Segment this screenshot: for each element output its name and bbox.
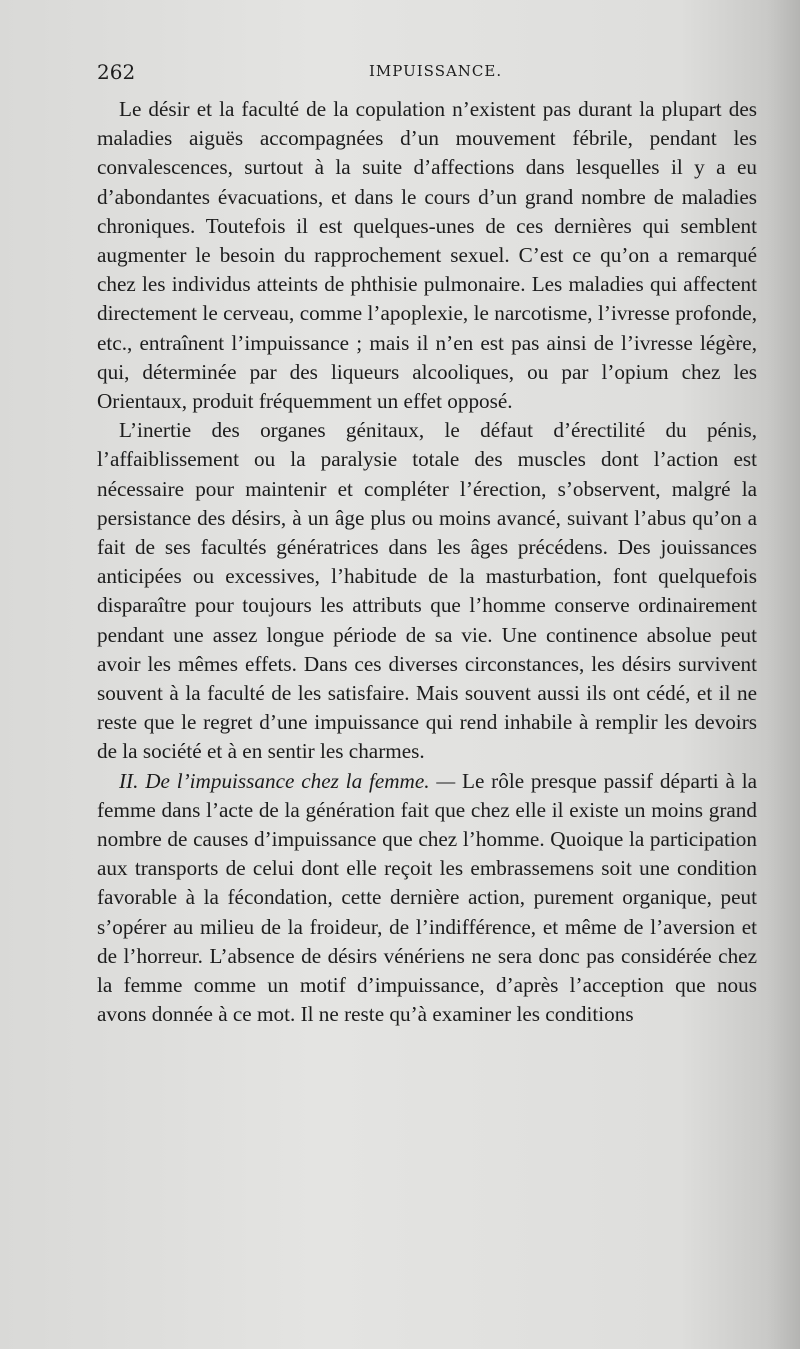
paragraph-with-heading — [97, 767, 757, 1030]
paragraph: Le désir et la faculté de la copulation n’existent pas durant la plupart des maladies aiguës accompagnées d’un mouvement fébrile, pendant les convalescences, surtout à la suite d’affections dans lesquelles il y a eu d’abondantes évacuations, et dans le cours d’un grand nombre de maladies chroniques. Toutefois il est quelques-unes de ces dernières qui semblent augmenter le besoin du rapprochement sexuel. C’est ce qu’on a remarqué chez les individus atteints de phthisie pulmonaire. Les maladies qui affectent directement le cerveau, comme l’apoplexie, le narcotisme, l’ivresse profonde, etc., entraînent l’impuissance ; mais il n’en est pas ainsi de l’ivresse légère, qui, déterminée par des liqueurs alcooliques, ou par l’opium chez les Orientaux, produit fréquemment un effet opposé. — [97, 97, 757, 414]
paragraph-text: Le rôle presque passif départi à la femme dans l’acte de la génération fait que chez elle il existe un moins grand nombre de causes d’impuissance que chez l’homme. Quoique la participation aux transports de celui dont elle reçoit les embrassemens soit une condition favorable à la fécondation, cette dernière action, purement organique, peut s’opérer au milieu de la froideur, de l’indifférence, et même de l’aversion et de l’horreur. L’absence de désirs vénériens ne sera donc pas considérée chez la femme comme un motif d’impuissance, d’après l’acception que nous avons donnée à ce mot. Il ne reste qu’à examiner les conditions — [97, 768, 757, 1027]
page-header — [97, 60, 757, 90]
body-text — [97, 95, 757, 1030]
section-heading: II. De l’impuissance chez la femme. — — [119, 768, 456, 793]
page-number: 262 — [97, 60, 136, 84]
running-title: IMPUISSANCE. — [369, 62, 503, 80]
paragraph: L’inertie des organes génitaux, le défaut d’érectilité du pénis, l’affaiblissement ou la paralysie totale des muscles dont l’action est nécessaire pour maintenir et compléter l’érection, s’observent, malgré la persistance des désirs, à un âge plus ou moins avancé, suivant l’abus qu’on a fait de ses facultés génératrices dans les âges précédens. Des jouissances anticipées ou excessives, l’habitude de la masturbation, font quelquefois disparaître pour toujours les attributs que l’homme conserve ordinairement pendant une assez longue période de sa vie. Une continence absolue peut avoir les mêmes effets. Dans ces diverses circonstances, les désirs survivent souvent à la faculté de les satisfaire. Mais souvent aussi ils ont cédé, et il ne reste que le regret d’une impuissance qui rend inhabile à remplir les devoirs de la société et à en sentir les charmes. — [97, 418, 757, 764]
